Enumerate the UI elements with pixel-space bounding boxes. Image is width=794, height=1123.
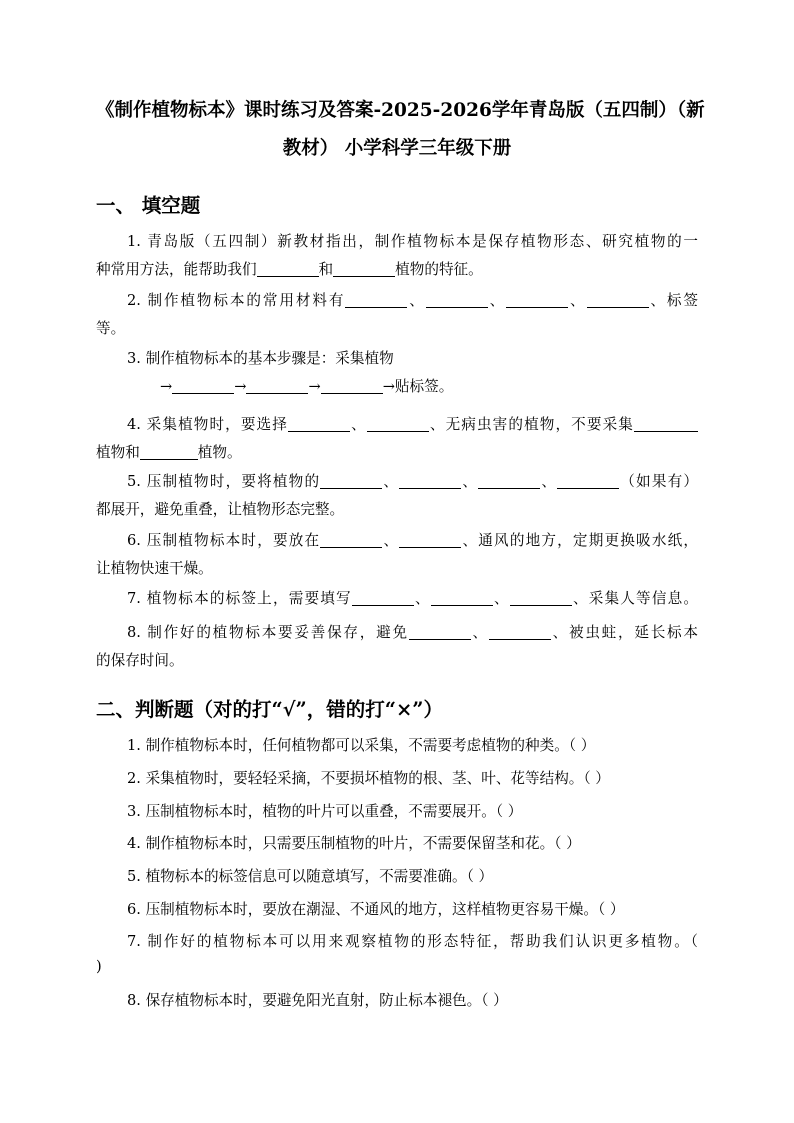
fill-question-3: 3. 制作植物标本的基本步骤是：采集植物 → → → →贴标签。 <box>127 350 454 395</box>
answer-blank[interactable] <box>557 471 619 489</box>
title-line-1: 《制作植物标本》课时练习及答案-2025-2026学年青岛版（五四制）（新 <box>96 100 705 121</box>
answer-blank[interactable] <box>399 530 461 548</box>
answer-blank[interactable] <box>431 588 493 606</box>
answer-blank[interactable] <box>345 290 407 308</box>
answer-blank[interactable] <box>426 290 488 308</box>
answer-blank[interactable] <box>320 530 382 548</box>
fill-question-4: 4. 采集植物时，要选择 、 、无病虫害的植物，不要采集 植物和 植物。 <box>96 411 698 467</box>
answer-blank[interactable] <box>587 290 649 308</box>
title-line-2: 教材） 小学科学三年级下册 <box>282 138 512 159</box>
fill-question-1: 1. 青岛版（五四制）新教材指出，制作植物标本是保存植物形态、研究植物的一 种常用方法，能帮助我们 和 植物的特征。 <box>96 233 698 278</box>
section-heading-fill-in: 一、 填空题 <box>96 194 201 217</box>
answer-blank[interactable] <box>399 471 461 489</box>
answer-blank[interactable] <box>140 442 198 460</box>
judge-question-7: 7. 制作好的植物标本可以用来观察植物的形态特征，帮助我们认识更多植物。（ ) <box>96 933 698 975</box>
answer-blank[interactable] <box>321 376 383 394</box>
answer-blank[interactable] <box>352 588 414 606</box>
judge-question-3: 3. 压制植物标本时，植物的叶片可以重叠，不需要展开。（ ） <box>127 803 523 820</box>
document-title <box>96 92 705 168</box>
answer-blank[interactable] <box>489 622 551 640</box>
judge-question-1: 1. 制作植物标本时，任何植物都可以采集，不需要考虑植物的种类。（ ） <box>127 737 596 754</box>
answer-blank[interactable] <box>333 259 395 277</box>
answer-blank[interactable] <box>257 259 319 277</box>
section-heading-true-false: 二、判断题（对的打“√”，错的打“×”） <box>96 698 444 721</box>
answer-blank[interactable] <box>288 414 350 432</box>
answer-blank[interactable] <box>506 290 568 308</box>
fill-question-5: 5. 压制植物时，要将植物的 、 、 、 （如果有） 都展开，避免重叠，让植物形态完整。 <box>96 473 698 518</box>
fill-question-2: 2. 制作植物标本的常用材料有 、 、 、 、标签 等。 <box>96 292 698 337</box>
judge-question-5: 5. 植物标本的标签信息可以随意填写，不需要准确。（ ） <box>127 868 494 885</box>
answer-blank[interactable] <box>409 622 471 640</box>
answer-blank[interactable] <box>320 471 382 489</box>
judge-question-6: 6. 压制植物标本时，要放在潮湿、不通风的地方，这样植物更容易干燥。（ ） <box>127 901 625 918</box>
answer-blank[interactable] <box>510 588 572 606</box>
fill-question-8: 8. 制作好的植物标本要妥善保存，避免 、 、被虫蛀，延长标本 的保存时间。 <box>96 624 698 669</box>
judge-question-4: 4. 制作植物标本时，只需要压制植物的叶片，不需要保留茎和花。（ ） <box>127 835 581 852</box>
judge-question-2: 2. 采集植物时，要轻轻采摘，不要损坏植物的根、茎、叶、花等结构。（ ） <box>127 770 610 787</box>
fill-question-7: 7. 植物标本的标签上，需要填写 、 、 、采集人等信息。 <box>127 590 698 607</box>
answer-blank[interactable] <box>172 376 234 394</box>
answer-blank[interactable] <box>246 376 308 394</box>
judge-question-8: 8. 保存植物标本时，要避免阳光直射，防止标本褪色。（ ） <box>127 992 508 1009</box>
answer-blank[interactable] <box>634 414 698 432</box>
fill-question-6: 6. 压制植物标本时，要放在 、 、通风的地方，定期更换吸水纸， 让植物快速干燥。 <box>96 532 698 577</box>
answer-blank[interactable] <box>478 471 540 489</box>
answer-blank[interactable] <box>367 414 429 432</box>
